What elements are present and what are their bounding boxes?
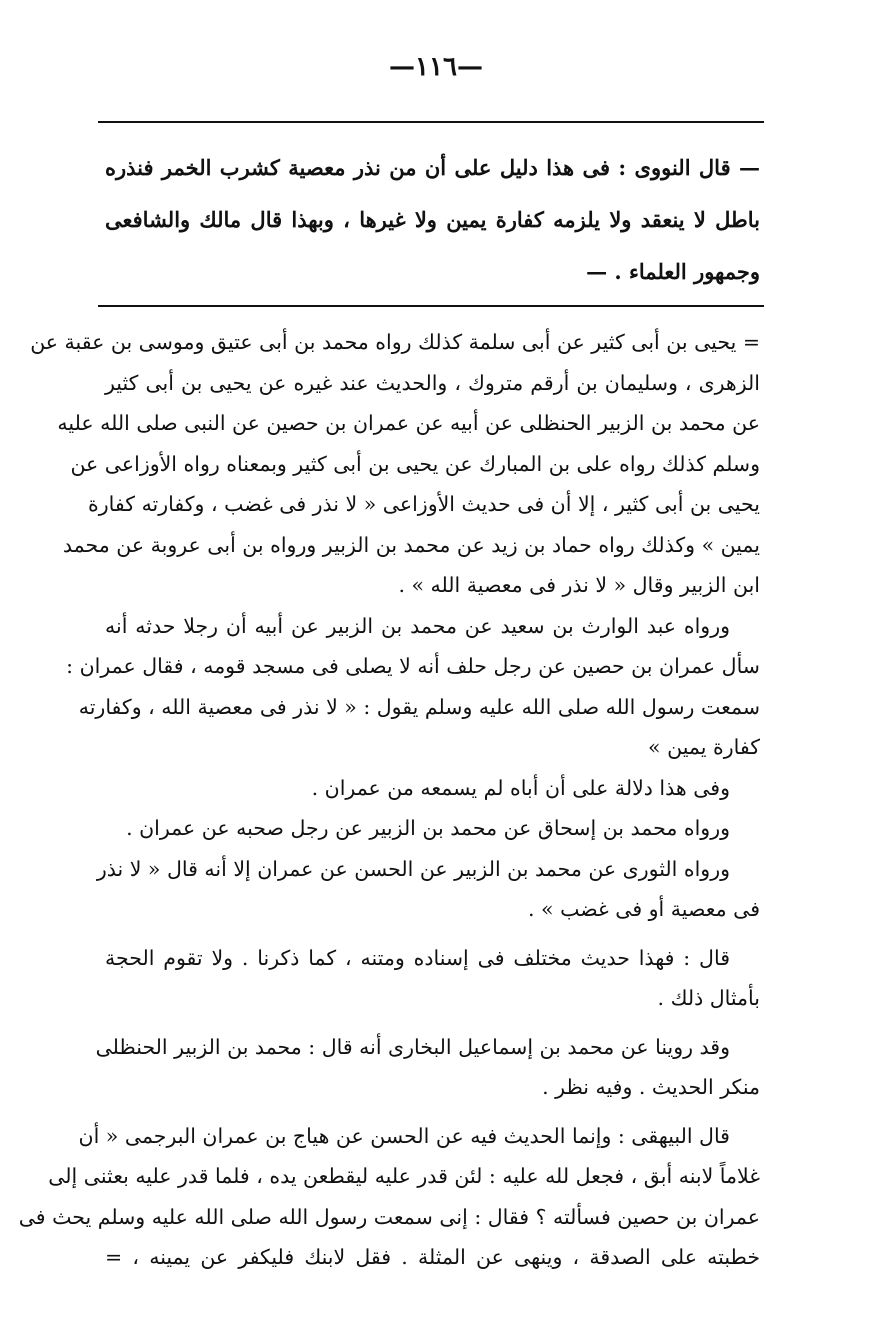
text-line: يمين » وكذلك رواه حماد بن زيد عن محمد بن الزبير ورواه بن أبى عروبة عن محمد bbox=[62, 532, 760, 557]
paragraph-gap bbox=[105, 1019, 760, 1027]
text-line: وقد روينا عن محمد بن إسماعيل البخارى أنه قال : محمد بن الزبير الحنظلى bbox=[95, 1034, 730, 1059]
text-line: ورواه عبد الوارث بن سعيد عن محمد بن الزبير عن أبيه أن رجلا حدثه أنه bbox=[105, 613, 730, 638]
text-line: سمعت رسول الله صلى الله عليه وسلم يقول : « لا نذر فى معصية الله ، وكفارته bbox=[78, 694, 760, 719]
text-line: سأل عمران بن حصين عن رجل حلف أنه لا يصلى فى مسجد قومه ، فقال عمران : bbox=[66, 654, 760, 678]
text-line: كفارة يمين » bbox=[648, 735, 760, 759]
text-line: وسلم كذلك رواه على بن المبارك عن يحيى بن أبى كثير وبمعناه رواه الأوزاعى عن bbox=[70, 451, 760, 476]
main-text bbox=[18, 322, 760, 1278]
text-line: بأمثال ذلك . bbox=[657, 986, 760, 1010]
footnote-line: باطل لا ينعقد ولا يلزمه كفارة يمين ولا غيرها ، وبهذا قال مالك والشافعى bbox=[105, 207, 760, 232]
text-line: الزهرى ، وسليمان بن أرقم متروك ، والحديث عند غيره عن يحيى بن أبى كثير bbox=[105, 370, 760, 395]
text-line: = يحيى بن أبى كثير عن أبى سلمة كذلك رواه محمد بن أبى عتيق وموسى بن عقبة عن bbox=[30, 330, 760, 354]
paragraph-gap bbox=[105, 1108, 760, 1116]
text-line: غلاماً لابنه أبق ، فجعل لله عليه : لئن قدر عليه ليقطعن يده ، فلما قدر عليه بعثنى إلى bbox=[48, 1164, 760, 1188]
text-line: عمران بن حصين فسألته ؟ فقال : إنى سمعت رسول الله صلى الله عليه وسلم يحث فى bbox=[18, 1204, 760, 1229]
text-line: عن محمد بن الزبير الحنظلى عن أبيه عن عمران بن حصين عن النبى صلى الله عليه bbox=[57, 411, 760, 435]
text-line: خطبته على الصدقة ، وينهى عن المثلة . فقل لابنك فليكفر عن يمينه ، = bbox=[105, 1245, 760, 1269]
text-line: فى معصية أو فى غضب » . bbox=[528, 897, 760, 921]
page-number: —١١٦— bbox=[389, 52, 483, 82]
text-line: وفى هذا دلالة على أن أباه لم يسمعه من عمران . bbox=[311, 775, 730, 800]
paragraph-gap bbox=[105, 930, 760, 938]
footnote-block bbox=[105, 142, 760, 298]
text-line: ورواه محمد بن إسحاق عن محمد بن الزبير عن رجل صحبه عن عمران . bbox=[126, 816, 730, 840]
text-line: قال البيهقى : وإنما الحديث فيه عن الحسن عن هياج بن عمران البرجمى « أن bbox=[78, 1123, 730, 1148]
text-line: قال : فهذا حديث مختلف فى إسناده ومتنه ، كما ذكرنا . ولا تقوم الحجة bbox=[105, 945, 730, 970]
footnote-line: وجمهور العلماء . — bbox=[586, 259, 760, 284]
text-line: يحيى بن أبى كثير ، إلا أن فى حديث الأوزاعى « لا نذر فى غضب ، وكفارته كفارة bbox=[88, 492, 760, 516]
text-line: ابن الزبير وقال « لا نذر فى معصية الله » . bbox=[398, 573, 760, 597]
separator-rule bbox=[98, 305, 764, 307]
top-rule bbox=[98, 121, 764, 123]
footnote-line: — قال النووى : فى هذا دليل على أن من نذر معصية كشرب الخمر فنذره bbox=[105, 155, 760, 180]
text-line: منكر الحديث . وفيه نظر . bbox=[542, 1075, 760, 1099]
text-line: ورواه الثورى عن محمد بن الزبير عن الحسن عن عمران إلا أنه قال « لا نذر bbox=[96, 856, 730, 881]
